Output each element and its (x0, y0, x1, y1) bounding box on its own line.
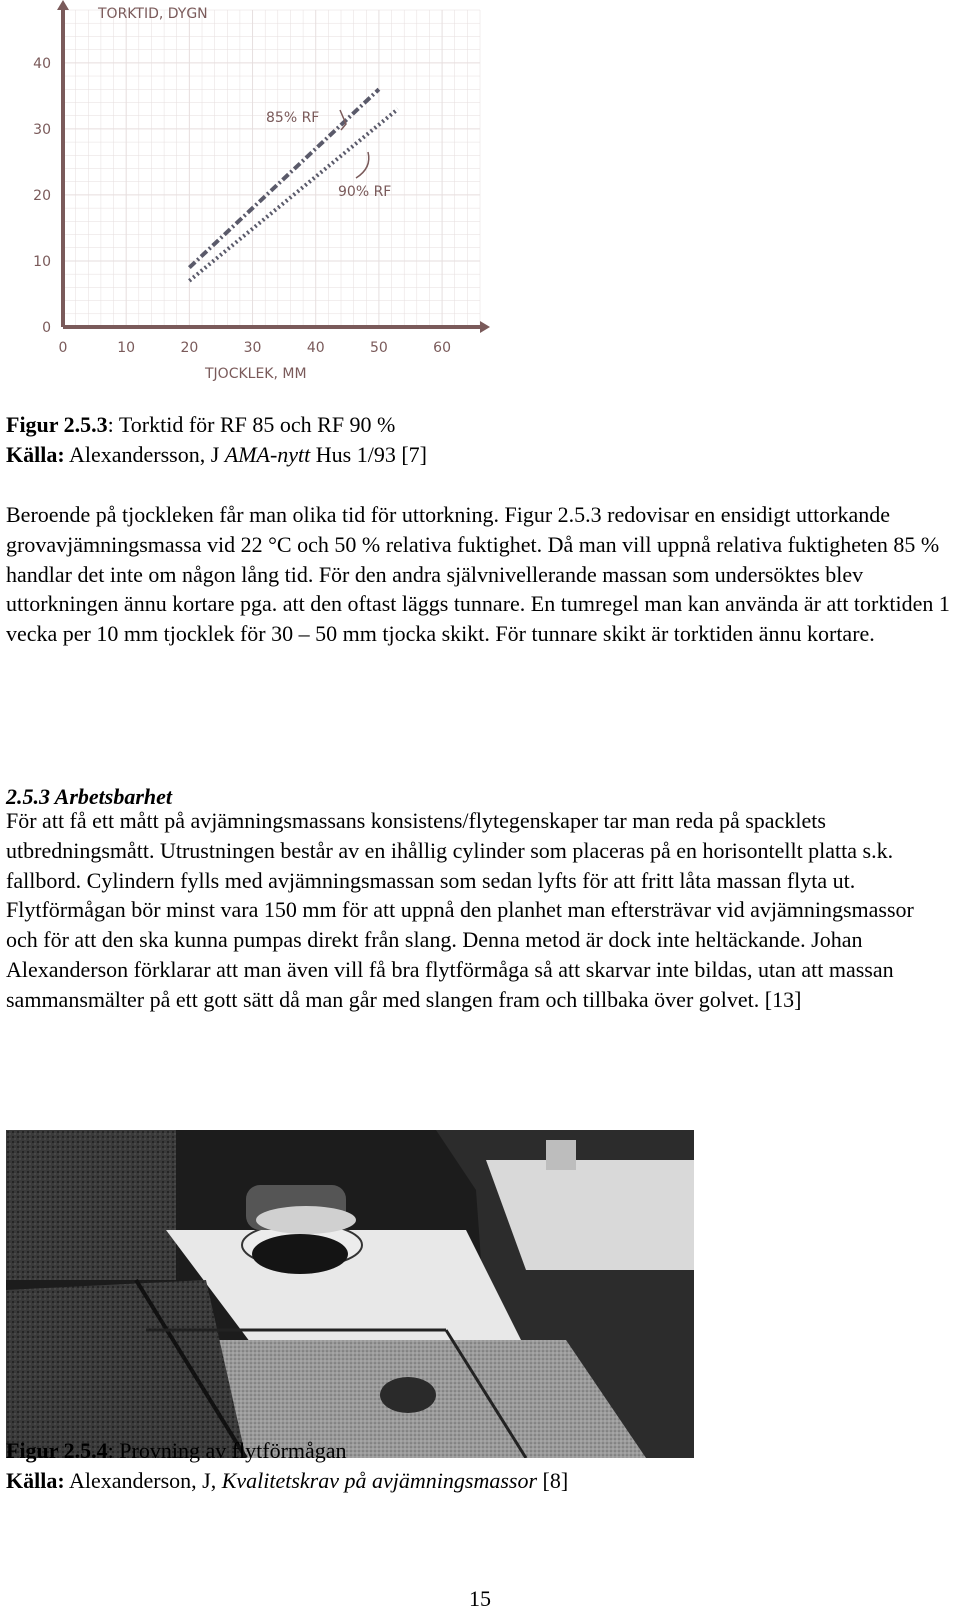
y-tick-label: 10 (33, 253, 51, 270)
chart-svg (0, 0, 500, 395)
series-label-90-arrow (356, 152, 369, 178)
chart-axes (57, 0, 490, 333)
figure-title: : Torktid för RF 85 och RF 90 % (107, 412, 396, 437)
page-number: 15 (469, 1586, 491, 1611)
source-text-end: Hus 1/93 [7] (310, 442, 428, 467)
source-text: Alexandersson, J (64, 442, 225, 467)
figure-source-2 (6, 1466, 568, 1496)
y-tick-label: 0 (42, 320, 51, 336)
figure-caption-2 (6, 1436, 347, 1466)
source-text-end: [8] (537, 1468, 569, 1493)
series-label-90: 90% RF (338, 184, 392, 200)
x-axis-arrow (480, 321, 490, 333)
series-label-85: 85% RF (266, 110, 320, 126)
figure-label: Figur 2.5.3 (6, 412, 108, 437)
section-heading: 2.5.3 Arbetsbarhet (6, 784, 173, 809)
x-tick-label: 40 (306, 340, 325, 356)
x-tick-label: 20 (180, 340, 199, 356)
source-text: Alexanderson, J, (64, 1468, 222, 1493)
chart-grid (63, 10, 480, 327)
chart-tick-labels (33, 56, 451, 356)
x-tick-label: 60 (433, 340, 452, 356)
source-label: Källa: (6, 442, 65, 467)
y-axis-label: TORKTID, DYGN (98, 6, 208, 22)
source-publication: AMA-nytt (224, 442, 311, 467)
figure-label: Figur 2.5.4 (6, 1438, 108, 1463)
x-tick-label: 0 (58, 340, 68, 356)
x-tick-label: 30 (243, 340, 262, 356)
y-tick-label: 30 (33, 121, 51, 138)
drying-time-chart (0, 0, 500, 395)
source-publication: Kvalitetskrav på avjämningsmassor (221, 1468, 538, 1493)
x-tick-label: 50 (369, 340, 388, 356)
y-axis-arrow (57, 0, 69, 10)
body-paragraph-1: Beroende på tjockleken får man olika tid för uttorkning. Figur 2.5.3 redovisar en ensidigt uttorkande grovavjämningsmassa vid 22 °C och 50 % relativa fuktighet. Då man vill uppnå relativa fuktigheten 85 % handlar det inte om någon lång tid. För den andra självnivellerande massan som undersöktes blev uttorkningen ännu kortare pga. att den oftast läggs tunnare. En tumregel man kan använda är att torktiden 1 vecka per 10 mm tjocklek för 30 – 50 mm tjocka skikt. För tunnare skikt är torktiden ännu kortare. (6, 502, 950, 647)
source-label: Källa: (6, 1468, 65, 1493)
x-axis-label: TJOCKLEK, MM (205, 366, 307, 382)
flow-test-photo (6, 1130, 694, 1458)
y-tick-label: 20 (33, 187, 51, 204)
figure-caption-1 (6, 410, 395, 440)
body-paragraph-2: För att få ett mått på avjämningsmassans konsistens/flytegenskaper tar man reda på spacklets utbredningsmått. Utrustningen består av en ihållig cylinder som placeras på en horisontellt platta s.k. fallbord. Cylindern fylls med avjämningsmassan som sedan lyfts för att fritt låta massan flyta ut. Flytförmågan bör minst vara 150 mm för att uppnå den planhet man eftersträvar vid avjämningsmassor och för att den ska kunna pumpas direkt från slang. Denna metod är dock inte heltäckande. Johan Alexanderson förklarar att man även vill få bra flytförmåga så att skarvar inte bildas, utan att massan sammansmälter på ett gott sätt då man går med slangen fram och tillbaka över golvet. [13] (6, 808, 914, 1012)
figure-title: : Provning av flytförmågan (107, 1438, 347, 1463)
y-tick-label: 40 (33, 55, 51, 72)
figure-source-1 (6, 440, 427, 470)
x-tick-label: 10 (117, 340, 136, 356)
